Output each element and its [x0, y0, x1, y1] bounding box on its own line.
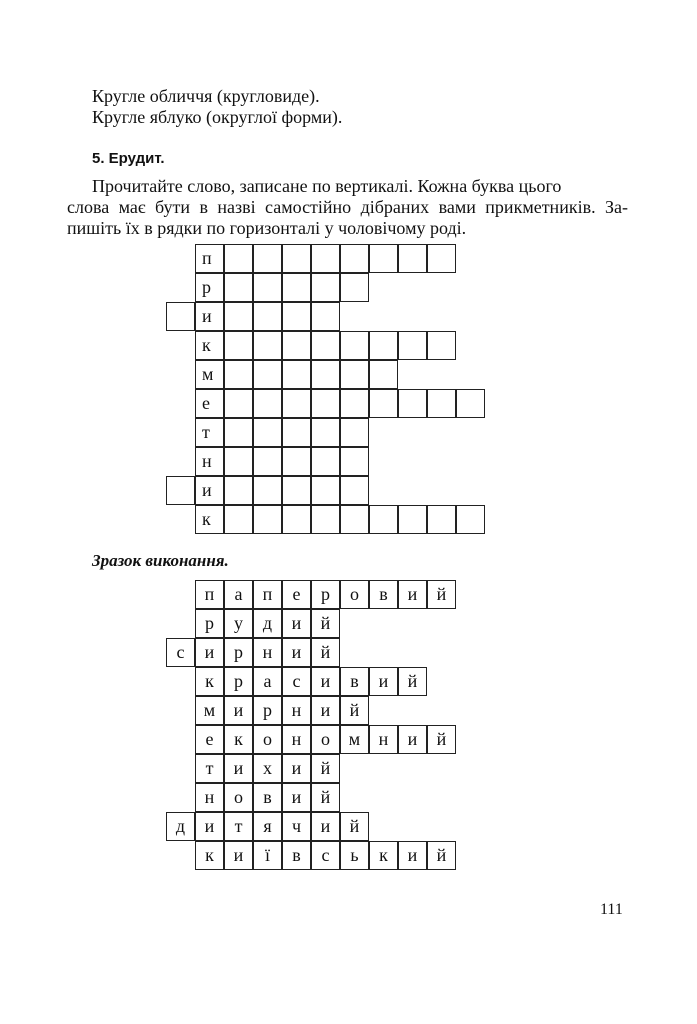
- blank-cell[interactable]: [282, 244, 311, 273]
- blank-cell[interactable]: [427, 331, 456, 360]
- sample-cell: н: [282, 696, 311, 725]
- blank-cell[interactable]: [311, 505, 340, 534]
- blank-cell[interactable]: е: [195, 389, 224, 418]
- sample-cell: о: [340, 580, 369, 609]
- sample-cell: р: [195, 609, 224, 638]
- blank-cell[interactable]: [166, 476, 195, 505]
- blank-cell[interactable]: [253, 244, 282, 273]
- sample-cell: м: [195, 696, 224, 725]
- sample-cell: п: [195, 580, 224, 609]
- sample-cell: й: [311, 754, 340, 783]
- intro-line-1: Кругле обличчя (кругловиде).: [92, 86, 320, 106]
- blank-cell[interactable]: [253, 273, 282, 302]
- sample-cell: и: [398, 580, 427, 609]
- sample-cell: е: [195, 725, 224, 754]
- blank-cell[interactable]: [166, 302, 195, 331]
- sample-cell: и: [282, 783, 311, 812]
- sample-cell: й: [340, 812, 369, 841]
- sample-cell: в: [282, 841, 311, 870]
- sample-cell: р: [224, 638, 253, 667]
- sample-cell: к: [195, 841, 224, 870]
- sample-cell: т: [195, 754, 224, 783]
- intro-line-2: Кругле яблуко (округлої форми).: [92, 107, 343, 127]
- sample-cell: и: [398, 841, 427, 870]
- blank-cell[interactable]: [311, 331, 340, 360]
- sample-cell: й: [427, 841, 456, 870]
- sample-cell: й: [427, 580, 456, 609]
- blank-cell[interactable]: [340, 505, 369, 534]
- sample-cell: н: [369, 725, 398, 754]
- blank-cell[interactable]: [253, 360, 282, 389]
- sample-cell: й: [311, 783, 340, 812]
- sample-cell: н: [282, 725, 311, 754]
- sample-label: Зразок виконання.: [92, 551, 229, 570]
- sample-cell: и: [282, 638, 311, 667]
- sample-cell: и: [195, 812, 224, 841]
- sample-cell: р: [311, 580, 340, 609]
- blank-cell[interactable]: [253, 389, 282, 418]
- sample-cell: й: [340, 696, 369, 725]
- blank-cell[interactable]: [282, 302, 311, 331]
- blank-cell[interactable]: [340, 418, 369, 447]
- sample-cell: й: [427, 725, 456, 754]
- sample-cell: п: [253, 580, 282, 609]
- sample-cell: й: [311, 638, 340, 667]
- sample-cell: в: [369, 580, 398, 609]
- sample-cell: й: [398, 667, 427, 696]
- blank-cell[interactable]: [340, 360, 369, 389]
- sample-cell: и: [282, 754, 311, 783]
- blank-cell[interactable]: [427, 505, 456, 534]
- blank-cell[interactable]: [340, 331, 369, 360]
- blank-cell[interactable]: [456, 389, 485, 418]
- sample-cell: д: [253, 609, 282, 638]
- blank-cell[interactable]: [224, 505, 253, 534]
- blank-cell[interactable]: [340, 273, 369, 302]
- blank-cell[interactable]: к: [195, 331, 224, 360]
- blank-cell[interactable]: [253, 447, 282, 476]
- sample-cell: с: [282, 667, 311, 696]
- sample-cell: и: [311, 696, 340, 725]
- sample-cell: й: [311, 609, 340, 638]
- sample-cell: с: [166, 638, 195, 667]
- blank-cell[interactable]: [456, 505, 485, 534]
- sample-cell: к: [224, 725, 253, 754]
- blank-cell[interactable]: [282, 273, 311, 302]
- blank-cell[interactable]: [224, 476, 253, 505]
- blank-cell[interactable]: [398, 244, 427, 273]
- sample-cell: и: [282, 609, 311, 638]
- sample-cell: о: [224, 783, 253, 812]
- exercise-text-line-2: слова має бути в назві самостійно дібраних вами прикметників. За-: [67, 197, 628, 217]
- blank-cell[interactable]: р: [195, 273, 224, 302]
- sample-cell: н: [253, 638, 282, 667]
- blank-cell[interactable]: [253, 418, 282, 447]
- blank-cell[interactable]: [282, 389, 311, 418]
- blank-cell[interactable]: [224, 331, 253, 360]
- blank-cell[interactable]: [311, 476, 340, 505]
- blank-cell[interactable]: [282, 331, 311, 360]
- sample-cell: в: [340, 667, 369, 696]
- sample-cell: ї: [253, 841, 282, 870]
- blank-cell[interactable]: [224, 360, 253, 389]
- sample-cell: е: [282, 580, 311, 609]
- blank-cell[interactable]: [369, 389, 398, 418]
- blank-cell[interactable]: [311, 273, 340, 302]
- sample-cell: к: [195, 667, 224, 696]
- sample-cell: н: [195, 783, 224, 812]
- blank-cell[interactable]: м: [195, 360, 224, 389]
- blank-cell[interactable]: [253, 331, 282, 360]
- blank-cell[interactable]: [369, 505, 398, 534]
- blank-cell[interactable]: [340, 244, 369, 273]
- blank-cell[interactable]: [369, 244, 398, 273]
- blank-cell[interactable]: [311, 302, 340, 331]
- blank-cell[interactable]: [224, 389, 253, 418]
- sample-cell: о: [253, 725, 282, 754]
- sample-cell: т: [224, 812, 253, 841]
- blank-cell[interactable]: [369, 360, 398, 389]
- blank-cell[interactable]: [427, 389, 456, 418]
- exercise-text-line-3: пишіть їх в рядки по горизонталі у чоловічому роді.: [67, 218, 467, 238]
- blank-cell[interactable]: н: [195, 447, 224, 476]
- blank-cell[interactable]: [224, 302, 253, 331]
- sample-cell: и: [311, 667, 340, 696]
- blank-cell[interactable]: [311, 447, 340, 476]
- blank-cell[interactable]: [398, 331, 427, 360]
- blank-cell[interactable]: [224, 273, 253, 302]
- blank-cell[interactable]: [340, 476, 369, 505]
- sample-cell: у: [224, 609, 253, 638]
- sample-cell: а: [224, 580, 253, 609]
- sample-cell: и: [224, 696, 253, 725]
- sample-cell: р: [253, 696, 282, 725]
- sample-cell: и: [195, 638, 224, 667]
- blank-cell[interactable]: [253, 505, 282, 534]
- blank-cell[interactable]: [340, 389, 369, 418]
- sample-cell: а: [253, 667, 282, 696]
- blank-cell[interactable]: п: [195, 244, 224, 273]
- blank-cell[interactable]: [224, 418, 253, 447]
- blank-cell[interactable]: к: [195, 505, 224, 534]
- sample-cell: я: [253, 812, 282, 841]
- sample-cell: о: [311, 725, 340, 754]
- blank-cell[interactable]: [398, 505, 427, 534]
- blank-cell[interactable]: [224, 244, 253, 273]
- sample-cell: ь: [340, 841, 369, 870]
- exercise-text-line-1: Прочитайте слово, записане по вертикалі. Кожна буква цього: [92, 176, 562, 196]
- blank-cell[interactable]: [224, 447, 253, 476]
- blank-cell[interactable]: и: [195, 302, 224, 331]
- blank-cell[interactable]: [311, 418, 340, 447]
- blank-cell[interactable]: [282, 418, 311, 447]
- sample-cell: в: [253, 783, 282, 812]
- sample-cell: и: [311, 812, 340, 841]
- sample-cell: к: [369, 841, 398, 870]
- blank-cell[interactable]: [282, 476, 311, 505]
- page-number: 111: [600, 901, 623, 918]
- blank-cell[interactable]: [369, 331, 398, 360]
- blank-cell[interactable]: т: [195, 418, 224, 447]
- sample-cell: и: [224, 754, 253, 783]
- blank-cell[interactable]: [253, 302, 282, 331]
- blank-cell[interactable]: [427, 244, 456, 273]
- sample-cell: и: [369, 667, 398, 696]
- blank-cell[interactable]: [311, 360, 340, 389]
- blank-cell[interactable]: [398, 389, 427, 418]
- blank-cell[interactable]: [311, 244, 340, 273]
- sample-cell: и: [398, 725, 427, 754]
- blank-cell[interactable]: [282, 505, 311, 534]
- blank-cell[interactable]: и: [195, 476, 224, 505]
- blank-cell[interactable]: [282, 360, 311, 389]
- blank-cell[interactable]: [340, 447, 369, 476]
- blank-cell[interactable]: [253, 476, 282, 505]
- blank-cell[interactable]: [311, 389, 340, 418]
- sample-cell: с: [311, 841, 340, 870]
- sample-cell: х: [253, 754, 282, 783]
- sample-cell: и: [224, 841, 253, 870]
- sample-cell: д: [166, 812, 195, 841]
- sample-cell: ч: [282, 812, 311, 841]
- blank-cell[interactable]: [282, 447, 311, 476]
- exercise-heading: 5. Ерудит.: [92, 150, 165, 167]
- sample-cell: м: [340, 725, 369, 754]
- sample-cell: р: [224, 667, 253, 696]
